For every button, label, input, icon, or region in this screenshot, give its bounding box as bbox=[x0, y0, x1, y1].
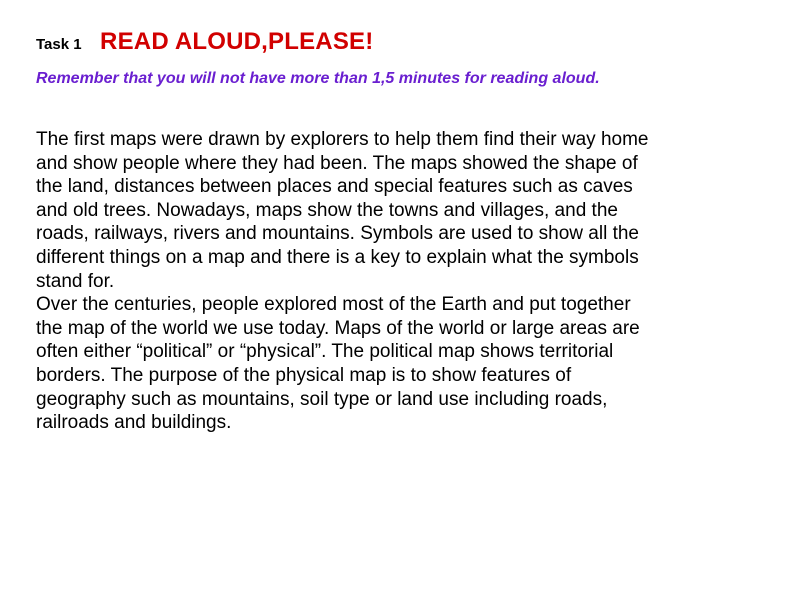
paragraph-2 bbox=[36, 293, 766, 435]
text-line: borders. The purpose of the physical map is to show features of bbox=[36, 364, 572, 386]
text-line: often either “political” or “physical”. The political map shows territorial bbox=[36, 341, 614, 363]
text-line: stand for. bbox=[36, 270, 115, 292]
text-line: Over the centuries, people explored most of the Earth and put together bbox=[36, 294, 631, 316]
task-title: READ ALOUD,PLEASE! bbox=[100, 28, 374, 55]
task-header bbox=[36, 28, 373, 56]
reading-passage bbox=[36, 128, 766, 435]
paragraph-1 bbox=[36, 128, 766, 293]
text-line: railroads and buildings. bbox=[36, 412, 232, 434]
task-label: Task 1 bbox=[36, 36, 82, 53]
text-line: different things on a map and there is a key to explain what the symbols bbox=[36, 246, 639, 268]
text-line: geography such as mountains, soil type or land use including roads, bbox=[36, 388, 608, 410]
text-line: roads, railways, rivers and mountains. Symbols are used to show all the bbox=[36, 223, 639, 245]
text-line: The first maps were drawn by explorers to help them find their way home bbox=[36, 129, 649, 150]
text-line: the map of the world we use today. Maps of the world or large areas are bbox=[36, 317, 640, 339]
text-line: and old trees. Nowadays, maps show the towns and villages, and the bbox=[36, 199, 618, 221]
reading-instruction: Remember that you will not have more than 1,5 minutes for reading aloud. bbox=[36, 70, 600, 87]
text-line: the land, distances between places and special features such as caves bbox=[36, 176, 633, 198]
text-line: and show people where they had been. The maps showed the shape of bbox=[36, 152, 638, 174]
